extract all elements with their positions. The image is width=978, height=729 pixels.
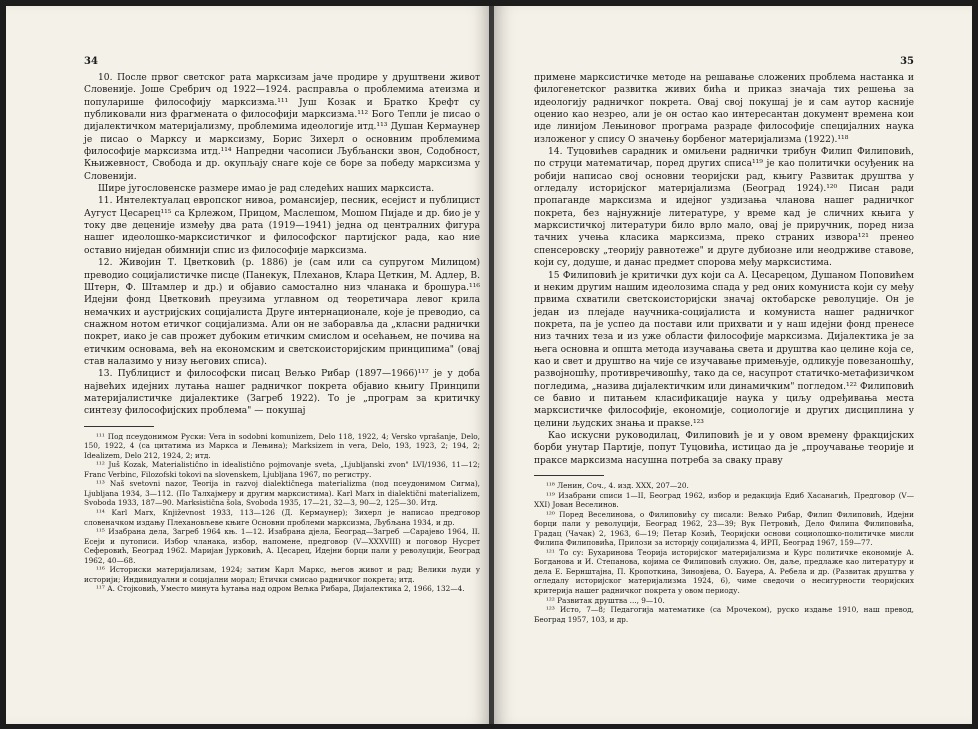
footnote: ¹²⁰ Поред Веселинова, о Филиповићу су писали: Вељко Рибар, Филип Филиповић, Идејни борци пали у револуцији, Београд 1962, 23—39; Вук Петровић, Дело Филипа Филиповића, Градац (Чачак) 2, 1963, 6—19; Петар Козић, Теоријски основи социолошко-политичке мисли Филипа Филиповића, Прилози за историју социјализма 4, ИРП, Београд 1967, 159—77. <box>534 509 914 548</box>
page-number-left: 34 <box>84 56 98 67</box>
footnote-divider <box>534 475 604 476</box>
footnote: ¹¹⁶ Историски материјализам, 1924; затим Карл Маркс, његов живот и рад; Велики људи у историји; Индивидуални и социјални морал; Етички смисао радничког покрета; итд. <box>84 565 480 584</box>
paragraph: 13. Публицист и философски писац Вељко Рибар (1897—1966)¹¹⁷ је у доба највећих идејних лутања нашег радничког покрета објавио књигу Принципи материјалистичке дијалектике (Загреб 1922). То је „програм за критичку синтезу философијских проблема" — покушај <box>84 369 480 417</box>
paragraph: 15 Филиповић је критички дух који са А. Цесарецом, Душаном Поповићем и неким другим нашим идеолозима спада у ред оних комуниста који су међу првима схватили светскоисторијски значај октобарске револуције. Он је један из плејаде научника-социјалиста и комуниста нашег радничког покрета, па је успео да постави или прихвати и у наш идејни фонд пренесе низ тачних теза и из уже области философије марксизма. Дијалектика је за њега основна и општа метода изучавања света и друштва као целине која се, као и свет и друштво на чије се изучавање примењује, одликује повезаношћу, развојношћу, противречивошћу, тако да се, насупрот статичко-метафизичком погледима, „назива дијалектичким или динамичким" погледом.¹²² Филиповић се бавио и питањем класификације наука у циљу одређивања места марксистичке философије, економије, социологије и других дисциплина у целини људских знања и пракse.¹²³ <box>534 270 914 429</box>
footnote: ¹¹⁴ Karl Marx, Književnost 1933, 113—126 (Д. Кермаунер); Зихерл је написао предговор словеначком издању Плехановљеве књиге Основни проблеми марксизма, Љубљана 1934, и др. <box>84 508 480 527</box>
footnote: ¹²² Развитак друштва ..., 9—10. <box>546 595 665 605</box>
footnote: ¹¹² Juš Kozak, Materialistično in idealistično pojmovanje sveta, „Ljubljanski zvon" LVI/1936, 11—12; Franc Verbinc, Filozofski tokovi na slovenskem, Ljubljana 1967, по регистру. <box>84 460 480 479</box>
paragraph-continued: примене марксистичке методе на решавање сложених проблема настанка и филогенетског развитка живих бића и приказ значаја тих решења за идеологију радничког покрета. Овај свој покушај је и сам аутор касније оценио као незрео, али је он остао као интересантан документ времена кои иде линијом Лењиновог програма разраде философије специјалних наука изложеног у спису О значењу борбеног материјализма (1922).¹¹⁸ <box>534 73 914 145</box>
page-number-right: 35 <box>900 56 914 67</box>
footnote-divider <box>84 426 154 427</box>
footnote: ¹²³ Исто, 7—8; Педагогија математике (са Мрочеком), руско издање 1910, наш превод, Београд 1957, 103, и др. <box>534 605 914 624</box>
left-page <box>6 6 490 724</box>
paragraph: 11. Интелектуалац европског нивоа, романсијер, песник, есејист и публицист Аугуст Цесарец¹¹⁵ са Крлежом, Прицом, Маслешом, Мошом Пијаде и др. био је у току две деценије између два рата (1919—1941) једна од централних фигура нашег идеолошко-марксистичког и философског партијског рада, као ние оставио ниједан обимнији спис из философије марксизма. <box>84 196 480 256</box>
footnote: ¹¹⁵ Изабрана дела, Загреб 1964 књ. 1—12. Изабрана дјела, Београд—Загреб —Сарајево 1964, II. Есеји и путописи. Избор чланака, избор, напомене, предговор (V—XXXVIII) и поговор Нусрет Сеферовић, Београд 1962. Маријан Јурковић, А. Цесарец, Идејни борци пали у револуцији, Београд 1962, 40—68. <box>84 527 480 565</box>
footnote: ¹¹⁹ Изабрани списи 1—II, Београд 1962, избор и редакција Едиб Хасанагић, Предговор (V—XXI) Јован Веселинов. <box>534 490 914 510</box>
paragraph: 10. После првог светског рата марксизам јаче продире у друштвени живот Словеније. Јоше Сребрич од 1922—1924. расправља о проблемима атеизма и популарише философију марксизма.¹¹¹ Јуш Козак и Братко Крефт су публиковали низ фрагмената о философији марксизма.¹¹² Бого Тепли је писао о дијалектичком материјализму, проблемима идеологије итд.¹¹³ Душан Кермаунер је писао о Марксу и марксизму, Борис Зихерл о основним проблемима философије марксизма итд.¹¹⁴ Напредни часописи Љубљански звон, Содобност, Књижевност, Свобода и др. окупљају снаге које се боре за победу марксизма у Словенији. <box>84 73 480 182</box>
left-footnotes <box>84 432 480 594</box>
paragraph: Као искусни руководилац, Филиповић је и у овом времену фракцијских борби унутар Партије, попут Туцовића, истицао да је „проучавање теорије и праксе марксизма насушна потреба за сваку праву <box>534 430 914 466</box>
right-body-text <box>534 72 914 467</box>
paragraph: 12. Живојин Т. Цветковић (р. 1886) је (сам или са супругом Милицом) преводио социјалистичке писце (Панекук, Плеханов, Клара Цеткин, М. Адлер, В. Штерн, Ф. Штамлер и др.) и објавио самостално низ чланака и брошура.¹¹⁶ Идејни фонд Цветковић преузима углавном од теоретичара левог крила немачких и аустријских социјалиста Друге интернационале, које је преводио, са снажном нотом етичког социјализма. Али он не заборавља да „класни раднички покрет, иако је сав прожет дубоким етичким смислом и осећањем, не почива на етичким основама, већ на економским и светскоисторијским принципима" (овај став налазимо у низу његових списа). <box>84 258 480 367</box>
left-body-text <box>84 72 480 418</box>
right-footnotes <box>534 481 914 624</box>
right-page <box>494 6 972 724</box>
footnote: ¹¹⁸ Ленин, Соч., 4. изд. XXX, 207—20. <box>546 481 689 490</box>
footnote: ¹¹¹ Под псеудонимом Руски: Vera in sodobni komunizem, Delo 118, 1922, 4; Versko vprašanje, Delo, 150, 1922, 4 (са цитатима из Маркса и Лењина); Marksizem in vera, Delo, 193, 1923, 2; 194, 2; Idealizem, Delo 212, 1924, 2; итд. <box>84 431 480 460</box>
paragraph: Шире југословенске размере имао је рад следећих наших марксиста. <box>98 184 435 195</box>
footnote: ¹²¹ То су: Бухаринова Теорија историјског материјализма и Курс политичке економије А. Богданова и И. Степанова, којима се Филиповић служио. Он, даље, предлаже као литературу и дела Е. Бернштајна, П. Кропоткина, Зиновјева, О. Бауера, А. Ребела и др. (Развитак друштва у огледалу историјског материјализма 1924, 6), чиме сведочи о несигурности теоријских критерија нашег радничког покрета у овом периоду. <box>534 547 914 596</box>
paragraph: 14. Туцовићев сарадник и омиљени раднички трибун Филип Филиповић, по струци математичар, поред других списа¹¹⁹ је као политички осуђеник на робији написао свој основни теоријски рад, књигу Развитак друштва у огледалу историјског материјализма (Београд 1924).¹²⁰ Писан ради пропаганде марксизма и идејног уздизања чланова нашег радничког покрета, без најнужније литературе, у време кад је сличних књига у марксистичкој литератури било врло мало, овај је приручник, поред низа тачних учења класика марксизма, преко страних извора¹²¹ пренео спенсеровску „теорију равнотеже" и друге дубиозне или неодрживе ставове, који су, додуше, и данас предмет спорова међу марксистима. <box>534 147 914 269</box>
footnote: ¹¹³ Naš svetovni nazor, Teorija in razvoj dialektičnega materializma (под псеудонимом Сигма), Ljubljana 1934, 3—112. (По Талхајмеру и другим марксистима). Karl Marx in dialektični materializem, Svoboda 1933, 187—90. Marksistična šola, Svoboda 1935, 17—21, 32—3, 90—2, 125—30. Итд. <box>84 479 480 508</box>
footnote: ¹¹⁷ А. Стојковић, Уместо минута ћутања над одром Вељка Рибара, Дијалектика 2, 1966, 132—4. <box>96 584 465 594</box>
